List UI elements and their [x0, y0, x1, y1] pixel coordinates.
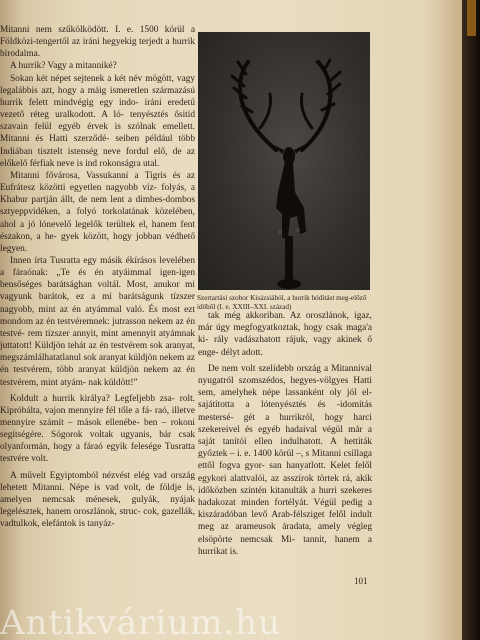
paragraph: [0, 470, 195, 531]
text-line: nyugatról szomszédos, hegyes-völgyes Hatti: [198, 376, 372, 387]
text-line: sem, amelyhek népe lassanként oly jól el-: [198, 388, 372, 399]
page-number: 101: [354, 576, 368, 586]
text-line: testvéremnek: jutrasson nekem az én testvé-: [0, 316, 196, 339]
text-line: délyt adott.: [220, 347, 263, 358]
text-line: sajátította a lótenyésztés és -idomítás mestersé-: [198, 400, 372, 423]
text-line: barátságunk tízszer nagyobb, mint az én: [0, 292, 195, 315]
text-line: legelők terültek el, hanem fent északon, a he-: [0, 219, 195, 242]
text-line: gyek között, hogy jobban védhető legyen.: [0, 231, 195, 254]
text-line: torkolatának közelében, ahol a jó lónevelő: [0, 207, 195, 230]
right-text-column: [198, 310, 372, 558]
text-line: rolt. Kipróbálta, vajon mennyire fél tőle a fá-: [0, 393, 195, 416]
paragraph: [0, 170, 195, 255]
text-line: ind rokonságra utal.: [85, 158, 160, 169]
text-line: a dimbes-dombos sztyeppvidéken, a folyó: [0, 195, 195, 218]
text-line: gét a hurrikról, hogy harci szekereivel és: [198, 412, 373, 435]
text-line: a Földközi-tengertől az iráni hegyekig terjedt: [0, 25, 196, 48]
text-line: rem tízszer annyit, mint amennyit atyámnak: [27, 328, 195, 339]
text-line: kitanulták a hurri szekeres hadakozat minden: [198, 485, 372, 509]
text-line: egyéb hadaival végül már a saját tanítói ellen: [198, 424, 372, 448]
photo-caption: Szertartási szobor Kisázsiából, a hurrik hódítást meg-előző időből (I. e. XXIII–XXI. század): [197, 294, 367, 311]
text-line: san hanyatlott. Kelet felől egykori alattvalói,: [198, 461, 372, 484]
text-line: atyámmal való. És most ezt mondom az én: [0, 304, 195, 327]
spine-bookmark: [467, 0, 476, 36]
text-line: seiben például több Indiában tisztelt istenség: [0, 134, 196, 157]
text-line: áradata, amely végleg elsöpörte nemcsak Mi-: [198, 522, 372, 545]
text-line: raó, illetve mennyire számít – mások ellenébe-: [0, 405, 195, 428]
text-line: nak küldött!”: [88, 377, 138, 388]
paragraph: [0, 24, 195, 60]
text-line: Most, anukor mi vagyunk barátok, ez a mi: [0, 280, 195, 303]
text-line: Sokan két népet sejtenek a két név mögött,: [10, 73, 174, 84]
text-line: tannit, hanem a hurrikat is.: [198, 534, 373, 557]
text-line: neve fordul elő, de az előkelő férfiak neve is: [0, 146, 195, 169]
text-line: tak még akkoriban. Az oroszlánok, igaz, már: [198, 311, 372, 334]
text-line: tenyésztés ősitid szavain felül egyéb érvek is: [0, 110, 195, 133]
text-line: Mitanni fővárosa, Vassukanni a Tigris és: [10, 170, 181, 181]
text-line: körül –, s Mitanni csillaga ettől fogva gyor-: [198, 449, 372, 472]
text-line: iráni eredetű vezető réteg uralkodott. A ló-: [0, 97, 195, 121]
text-line: küldjön nekem az én testvérem, több aranyat: [0, 353, 195, 376]
text-line: aranyat, megszámlálhatatlanul sok aranyat: [0, 341, 195, 364]
paragraph: [0, 393, 195, 466]
text-line: Innen írta Tusratta egy másik ékírásos: [10, 255, 157, 266]
text-line: származású hurrik felett mindvégig egy indo-: [0, 85, 195, 108]
text-line: cok, gazellák, vadtulkok, elefántok is tanyáz-: [0, 507, 195, 530]
text-line: igen-igen bensőséges barátsághan voltál.: [0, 268, 195, 291]
text-line: indulhatott. A hettiták győztek – i. e. 1400: [198, 437, 373, 460]
text-line: ország lehetett Mitanni. Népe is vad volt, de: [0, 470, 196, 493]
book-spine-edge: [462, 0, 480, 640]
text-line: Koldult a hurrik királya? Legfeljebb zsa-: [10, 393, 175, 404]
text-line: fortélyát. Végül pedig a kiszáradóban levő: [198, 498, 372, 521]
paragraph: [0, 60, 195, 72]
text-line: úgy megfogyatkoztak, hogy csak maga'a ki-: [198, 323, 373, 346]
paragraph: [0, 73, 195, 170]
text-line: nyájak legelésztek, hanem oroszlánok, struc-: [0, 494, 196, 518]
text-line: folyás, a Khabur partján állt, de nem lent: [0, 183, 196, 206]
stag-figurine-image: [198, 32, 370, 290]
text-line: levelében a fáraónak: „Te és én atyáimmal: [0, 255, 195, 279]
paragraph: [198, 310, 372, 359]
text-line: A művelt Egyiptomból nézvést elég vad: [10, 470, 167, 481]
text-line: az asszírok törtek rá, akik időközben szintén: [198, 473, 373, 496]
paragraph: [198, 363, 372, 558]
left-text-column: [0, 24, 195, 530]
text-line: juttatott! Küldjön tehát az én testvérem sok: [0, 341, 163, 352]
text-line: Mitanni nem szűkölködött. I. e. 1500 körül: [0, 25, 185, 35]
watermark: Antikvárium.hu: [0, 606, 281, 640]
text-line: földje is, amelyen nemcsak ménesek, gulyák,: [0, 482, 195, 505]
text-line: A hurrik? Vagy a mitanniké?: [10, 61, 117, 72]
text-line: vagy legalábbis azt, hogy a máig ismeretlen: [0, 73, 195, 96]
text-line: ugyanis, bár csak olyanformán, hogy a fáraó: [0, 430, 195, 453]
text-line: az Eufrátesz közötti egyetlen nagyobb víz-: [0, 170, 195, 194]
text-line: küldjön nekem az én testvérem, mint atyám-: [0, 365, 195, 388]
text-line: Arab-félsziget felől indult meg az arameusok: [198, 510, 372, 533]
figurine-photo: [198, 32, 370, 290]
text-line: rály vadászhatott rájuk, vagy akinek ő enge-: [198, 335, 372, 358]
text-line: szólnak emellett. Mitanni és Hatti szerződé-: [0, 122, 196, 145]
text-line: ben – rokoni segítségére. Sógorok voltak: [0, 418, 195, 441]
text-line: De nem volt szelídebb ország a Mitannival: [208, 363, 372, 374]
text-line: egyik felesége Tusratta testvére volt.: [0, 442, 195, 465]
paragraph: [0, 255, 195, 389]
text-line: a hurrik birodalma.: [0, 37, 196, 60]
